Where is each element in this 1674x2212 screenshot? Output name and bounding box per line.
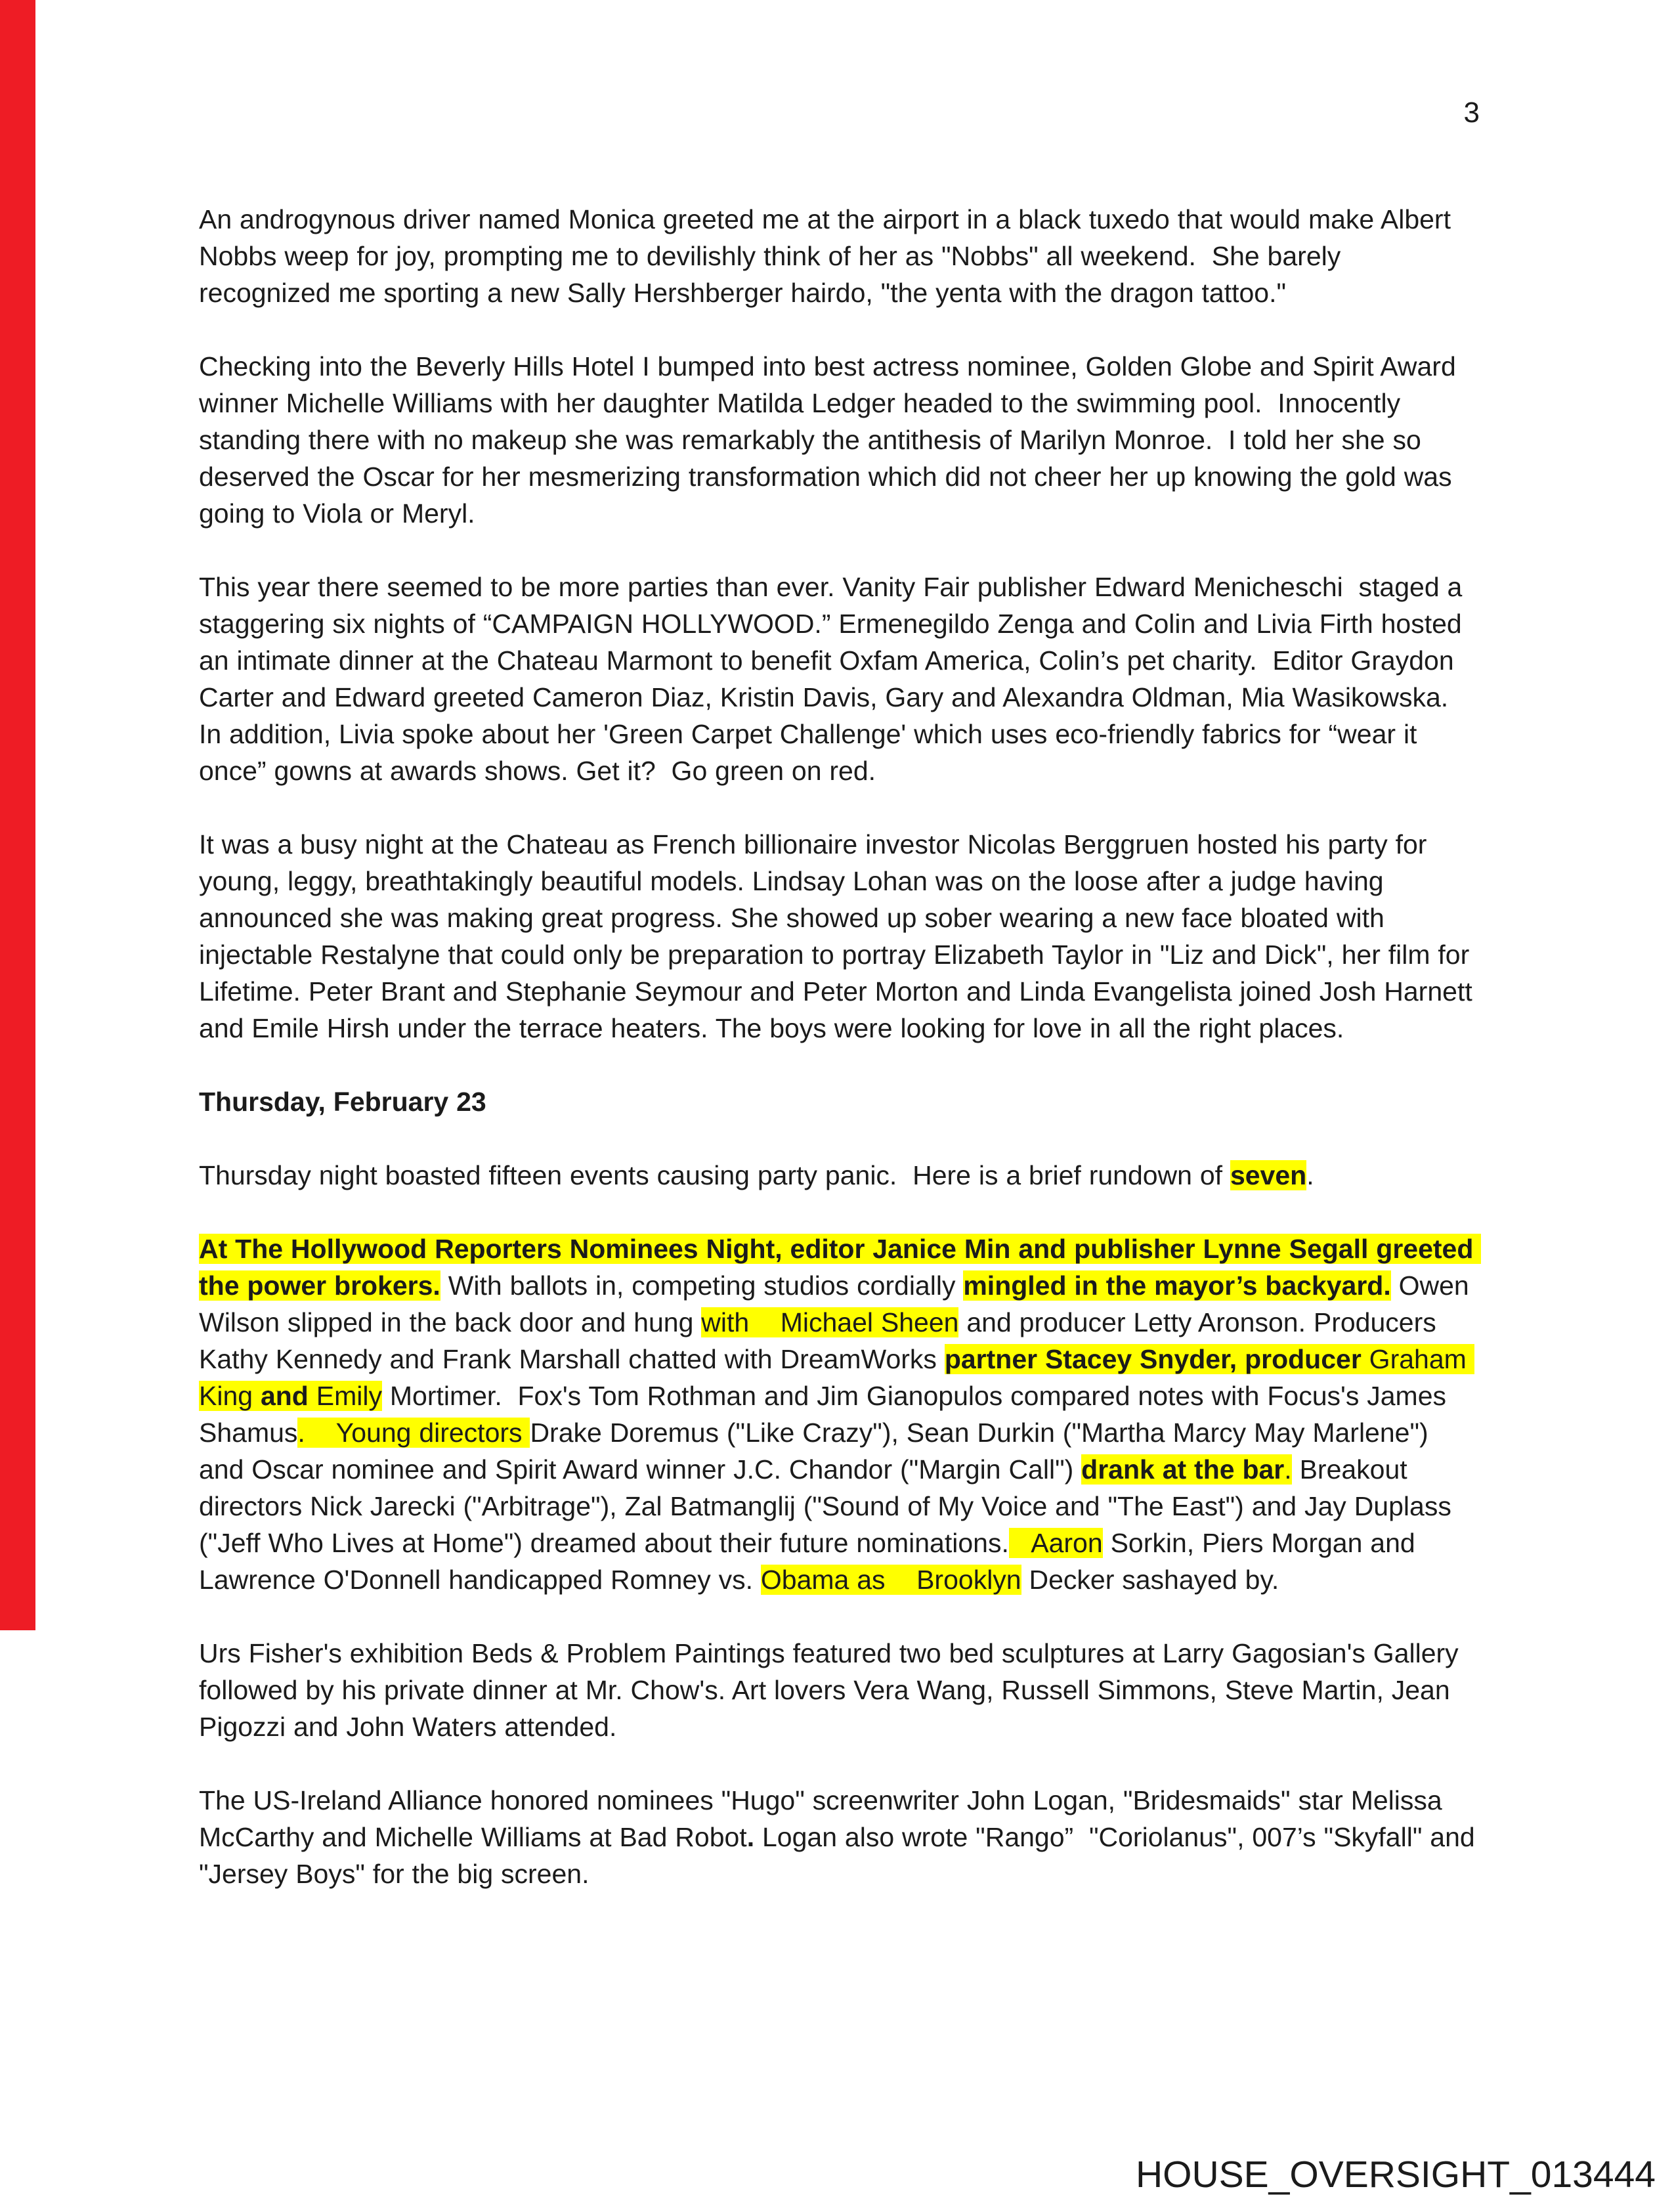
highlighted-text-run: partner Stacey Snyder, producer xyxy=(944,1344,1369,1374)
text-run: Breakout directors Nick Jarecki ("Arbitrage"), Zal Batmanglij ("Sound of My Voice and "The East") and Jay Duplass ("Jeff Who Lives at Home") dreamed about their future nominations. xyxy=(199,1454,1459,1558)
highlighted-text-run: drank at the bar xyxy=(1081,1454,1285,1485)
text-run: . xyxy=(1306,1160,1314,1190)
text-run: Drake Doremus ("Like Crazy"), Sean Durkin ("Martha Marcy May Marlene") and Oscar nominee and Spirit Award winner J.C. Chandor ("Margin Call") xyxy=(199,1418,1436,1485)
document-body xyxy=(199,201,1483,1929)
paragraph xyxy=(199,1635,1479,1745)
paragraph xyxy=(199,1782,1483,1892)
highlighted-text-run: Graham King xyxy=(199,1344,1474,1411)
highlighted-text-run: Aaron xyxy=(1008,1528,1103,1558)
text-run: The US-Ireland Alliance honored nominees "Hugo" screenwriter John Logan, "Bridesmaids" star Melissa McCarthy and Michelle Williams at Bad Robot xyxy=(199,1785,1450,1852)
highlighted-text-run: and xyxy=(260,1381,316,1411)
text-run: Checking into the Beverly Hills Hotel I bumped into best actress nominee, Golden Globe and Spirit Award winner Michelle Williams with her daughter Matilda Ledger headed to the swimming pool. Innocently standing there with no makeup she was remarkably the antithesis of Marilyn Monroe. I told her she so deserved the Oscar for her mesmerizing transformation which did not cheer her up knowing the gold was going to Viola or Meryl. xyxy=(199,351,1464,529)
text-run: Logan also wrote "Rango” "Coriolanus", 007’s "Skyfall" and "Jersey Boys" for the big screen. xyxy=(199,1822,1483,1889)
paragraph xyxy=(199,348,1479,532)
text-run: Sorkin, Piers Morgan and Lawrence O'Donnell handicapped Romney vs. xyxy=(199,1528,1423,1595)
text-run: . xyxy=(746,1822,755,1852)
text-run: Urs Fisher's exhibition Beds & Problem Paintings featured two bed sculptures at Larry Gagosian's Gallery followed by his private dinner at Mr. Chow's. Art lovers Vera Wang, Russell Simmons, Steve Martin, Jean Pigozzi and John Waters attended. xyxy=(199,1638,1467,1742)
text-run: It was a busy night at the Chateau as French billionaire investor Nicolas Berggruen hosted his party for young, leggy, breathtakingly beautiful models. Lindsay Lohan was on the loose after a judge having announced she was making great progress. She showed up sober wearing a new face bloated with injectable Restalyne that could only be preparation to portray Elizabeth Taylor in "Liz and Dick", her film for Lifetime. Peter Brant and Stephanie Seymour and Peter Morton and Linda Evangelista joined Josh Harnett and Emile Hirsh under the terrace heaters. The boys were looking for love in all the right places. xyxy=(199,829,1480,1043)
paragraph xyxy=(199,201,1479,311)
highlighted-text-run: seven xyxy=(1230,1160,1307,1190)
paragraph xyxy=(199,569,1479,789)
text-run: Thursday night boasted fifteen events causing party panic. Here is a brief rundown of xyxy=(199,1160,1230,1190)
highlighted-text-run: At The Hollywood Reporters Nominees Night, editor Janice Min and publisher Lynne Segall greeted the power brokers. xyxy=(199,1234,1482,1301)
highlighted-text-run: with Michael Sheen xyxy=(701,1307,959,1337)
text-run: Decker sashayed by. xyxy=(1021,1565,1279,1595)
highlighted-text-run: . Young directors xyxy=(297,1418,530,1448)
highlighted-text-run: mingled in the mayor’s backyard. xyxy=(963,1270,1391,1301)
section-heading xyxy=(199,1083,1479,1120)
text-run: This year there seemed to be more parties than ever. Vanity Fair publisher Edward Menicheschi staged a staggering six nights of “CAMPAIGN HOLLYWOOD.” Ermenegildo Zenga and Colin and Livia Firth hosted an intimate dinner at the Chateau Marmont to benefit Oxfam America, Colin’s pet charity. Editor Graydon Carter and Edward greeted Cameron Diaz, Kristin Davis, Gary and Alexandra Oldman, Mia Wasikowska. In addition, Livia spoke about her 'Green Carpet Challenge' which uses eco-friendly fabrics for “wear it once” gowns at awards shows. Get it? Go green on red. xyxy=(199,572,1470,786)
text-run: Mortimer. Fox's Tom Rothman and Jim Gianopulos compared notes with Focus's James Shamus xyxy=(199,1381,1454,1448)
text-run: Owen Wilson slipped in the back door and hung xyxy=(199,1270,1477,1337)
text-run: and producer Letty Aronson. Producers Kathy Kennedy and Frank Marshall chatted with DreamWorks xyxy=(199,1307,1444,1374)
page-number: 3 xyxy=(1463,97,1480,129)
highlighted-text-run: Emily xyxy=(316,1381,382,1411)
paragraph xyxy=(199,1230,1482,1598)
paragraph xyxy=(199,826,1479,1047)
bates-number: HOUSE_OVERSIGHT_013444 xyxy=(1135,2154,1656,2196)
text-run: An androgynous driver named Monica greeted me at the airport in a black tuxedo that would make Albert Nobbs weep for joy, prompting me to devilishly think of her as "Nobbs" all weekend. She barely recognized me sporting a new Sally Hershberger hairdo, "the yenta with the dragon tattoo." xyxy=(199,204,1459,308)
text-run: Thursday, February 23 xyxy=(199,1087,486,1117)
text-run: With ballots in, competing studios cordially xyxy=(440,1270,964,1301)
sidebar-stripe xyxy=(0,0,35,1630)
highlighted-text-run: Obama as Brooklyn xyxy=(760,1565,1021,1595)
highlighted-text-run: . xyxy=(1284,1454,1292,1485)
paragraph xyxy=(199,1157,1479,1194)
